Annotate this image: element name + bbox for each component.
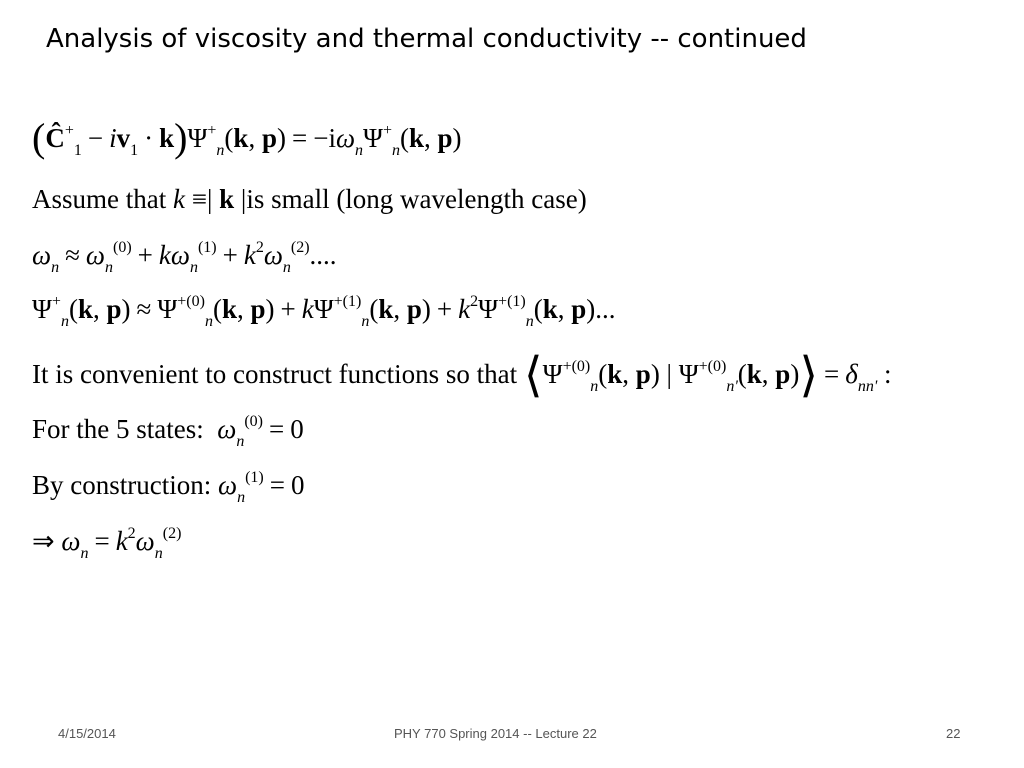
footer-date: 4/15/2014 [58,726,116,741]
assume-line: Assume that k ≡| k |is small (long wavelength case) [32,184,587,214]
footer-course: PHY 770 Spring 2014 -- Lecture 22 [394,726,597,741]
construction-label: By construction: [32,470,212,500]
five-states-line: For the 5 states: $\omega_n^{(0)} = 0$ [32,413,304,450]
psi-expansion: $\Psi^+_n(k$, $p) \approx \Psi^{+(0)}_n(k$, $p) + k\Psi^{+(1)}_n(k$, $p) + k^2\Psi^{+(1)}_n(k$, p)... [32,293,616,330]
slide-title: Analysis of viscosity and thermal conductivity -- continued [46,24,807,54]
assume-prefix: Assume that [32,184,167,214]
convenient-text: It is convenient to construct functions so that [32,359,518,389]
conclusion-line: ⇒ $\omega_n = k^2\omega_n^{(2)}$ [32,525,182,562]
orthonormality-line: It is convenient to construct functions so that $⟨\Psi^{+(0)}_n(k$, p) | $\Psi^{+(0)}_{n'}(k$, p)⟩ = $\delta_{nn'}$ : [32,349,892,402]
omega-expansion: $\omega_n \approx \omega_n^{(0)} + k\omega_n^{(1)} + k^2\omega_n^{(2)}$.... [32,239,337,276]
construction-line: By construction: $\omega_n^{(1)} = 0$ [32,469,305,506]
equation-1: $(Ĉ^+_1 - iv_1 \cdot k)\Psi^+_n(k$, $p) = -i\omega_n\Psi^+_n(k$, p) [32,115,462,160]
assume-suffix: is small (long wavelength case) [246,184,587,214]
footer-page-number: 22 [946,726,961,741]
five-states-label: For the 5 states: [32,414,204,444]
